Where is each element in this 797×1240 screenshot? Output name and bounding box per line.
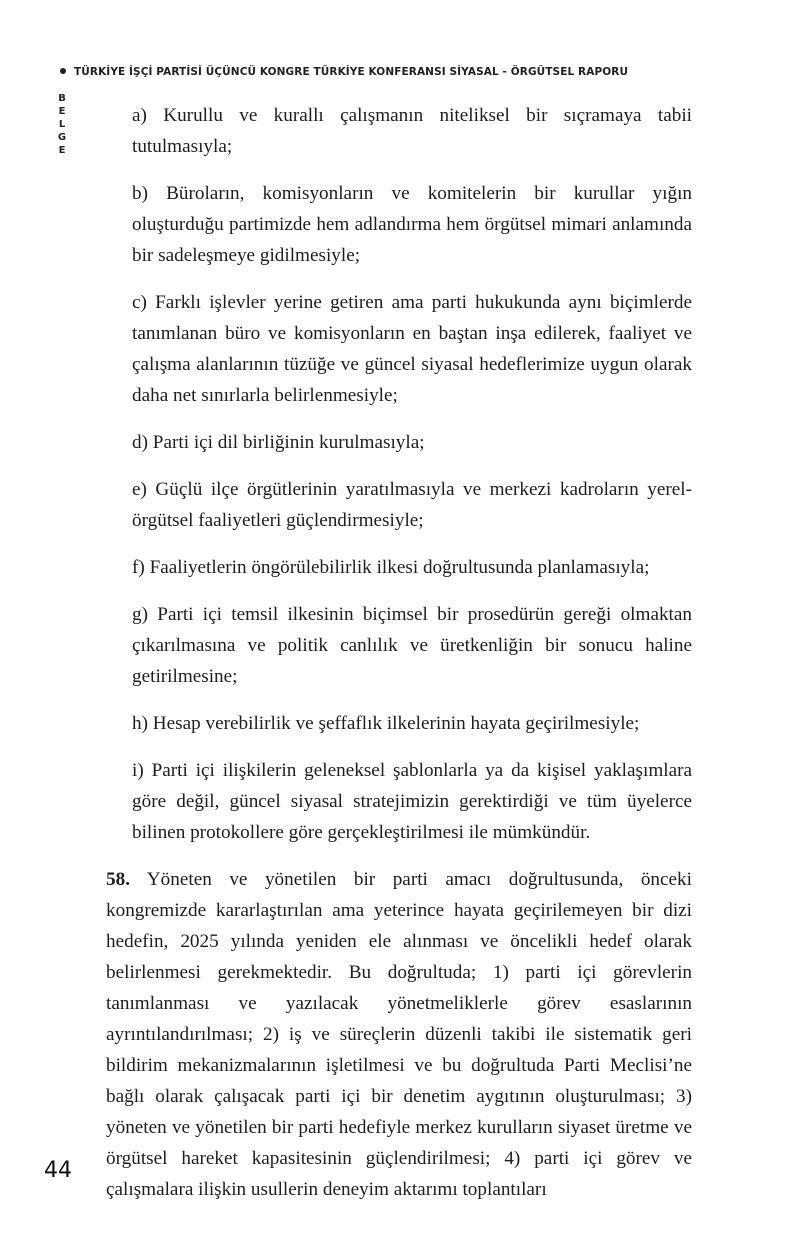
side-label-letter: B (58, 93, 66, 104)
bullet-icon (60, 68, 66, 74)
list-item-e: e) Güçlü ilçe örgütlerinin yaratılmasıyla ve merkezi kadroların yerel-örgütsel faaliyetleri güçlendirmesiyle; (132, 479, 692, 531)
running-title: TÜRKİYE İŞÇİ PARTİSİ ÜÇÜNCÜ KONGRE TÜRKİYE KONFERANSI SİYASAL - ÖRGÜTSEL RAPORU (74, 66, 629, 78)
paragraph-58 (106, 864, 692, 1205)
list-item-h: h) Hesap verebilirlik ve şeffaflık ilkelerinin hayata geçirilmesiyle; (132, 713, 640, 734)
paragraph-text: Yöneten ve yönetilen bir parti amacı doğrultusunda, önceki kongremizde kararlaştırılan ama yeterince hayata geçirilemeyen bir dizi hedefin, 2025 yılında yeniden ele alınması ve öncelikli hedef olarak belirlenmesi gerekmektedir. Bu doğrultuda; 1) parti içi görevlerin tanımlanması ve yazılacak yönetmeliklerle görev esaslarının ayrıntılandırılması; 2) iş ve süreçlerin düzenli takibi ile sistematik geri bildirim mekanizmalarının işletilmesi ve bu doğrultuda Parti Meclisi’ne bağlı olarak çalışacak parti içi bir denetim aygıtının oluşturulması; 3) yöneten ve yönetilen bir parti hedefiyle merkez kurulların siyaset üretme ve örgütsel hareket kapasitesinin güçlendirilmesi; 4) parti içi görev ve çalışmalara ilişkin usullerin deneyim aktarımı toplantıları (106, 869, 692, 1200)
list-item-d: d) Parti içi dil birliğinin kurulmasıyla; (132, 432, 425, 453)
body-text (106, 100, 692, 1205)
list-item-f: f) Faaliyetlerin öngörülebilirlik ilkesi doğrultusunda planlamasıyla; (132, 557, 650, 578)
side-label-letter: E (58, 106, 66, 117)
side-label-belge (52, 92, 72, 157)
running-header (60, 66, 628, 78)
side-label-letter: E (58, 145, 66, 156)
list-item-a: a) Kurullu ve kurallı çalışmanın niteliksel bir sıçramaya tabii tutulmasıyla; (132, 105, 692, 157)
side-label-letter: L (58, 119, 66, 130)
paragraph-number: 58. (106, 869, 130, 890)
side-label-letter: G (57, 132, 67, 143)
list-item-i: i) Parti içi ilişkilerin geleneksel şablonlarla ya da kişisel yaklaşımlara göre değil, güncel siyasal stratejimizin gerektirdiği ve tüm üyelerce bilinen protokollere göre gerçekleştirilmesi ile mümkündür. (132, 760, 692, 843)
list-item-c: c) Farklı işlevler yerine getiren ama parti hukukunda aynı biçimlerde tanımlanan büro ve komisyonların en baştan inşa edilerek, faaliyet ve çalışma alanlarının tüzüğe ve güncel siyasal hedeflerimize uygun olarak daha net sınırlarla belirlenmesiyle; (132, 292, 692, 406)
page-number: 44 (44, 1158, 72, 1183)
list-item-b: b) Büroların, komisyonların ve komitelerin bir kurullar yığın oluşturduğu partimizde hem adlandırma hem örgütsel mimari anlamında bir sadeleşmeye gidilmesiyle; (132, 183, 692, 266)
list-item-g: g) Parti içi temsil ilkesinin biçimsel bir prosedürün gereği olmaktan çıkarılmasına ve politik canlılık ve üretkenliğin bir sonucu haline getirilmesine; (132, 604, 692, 687)
